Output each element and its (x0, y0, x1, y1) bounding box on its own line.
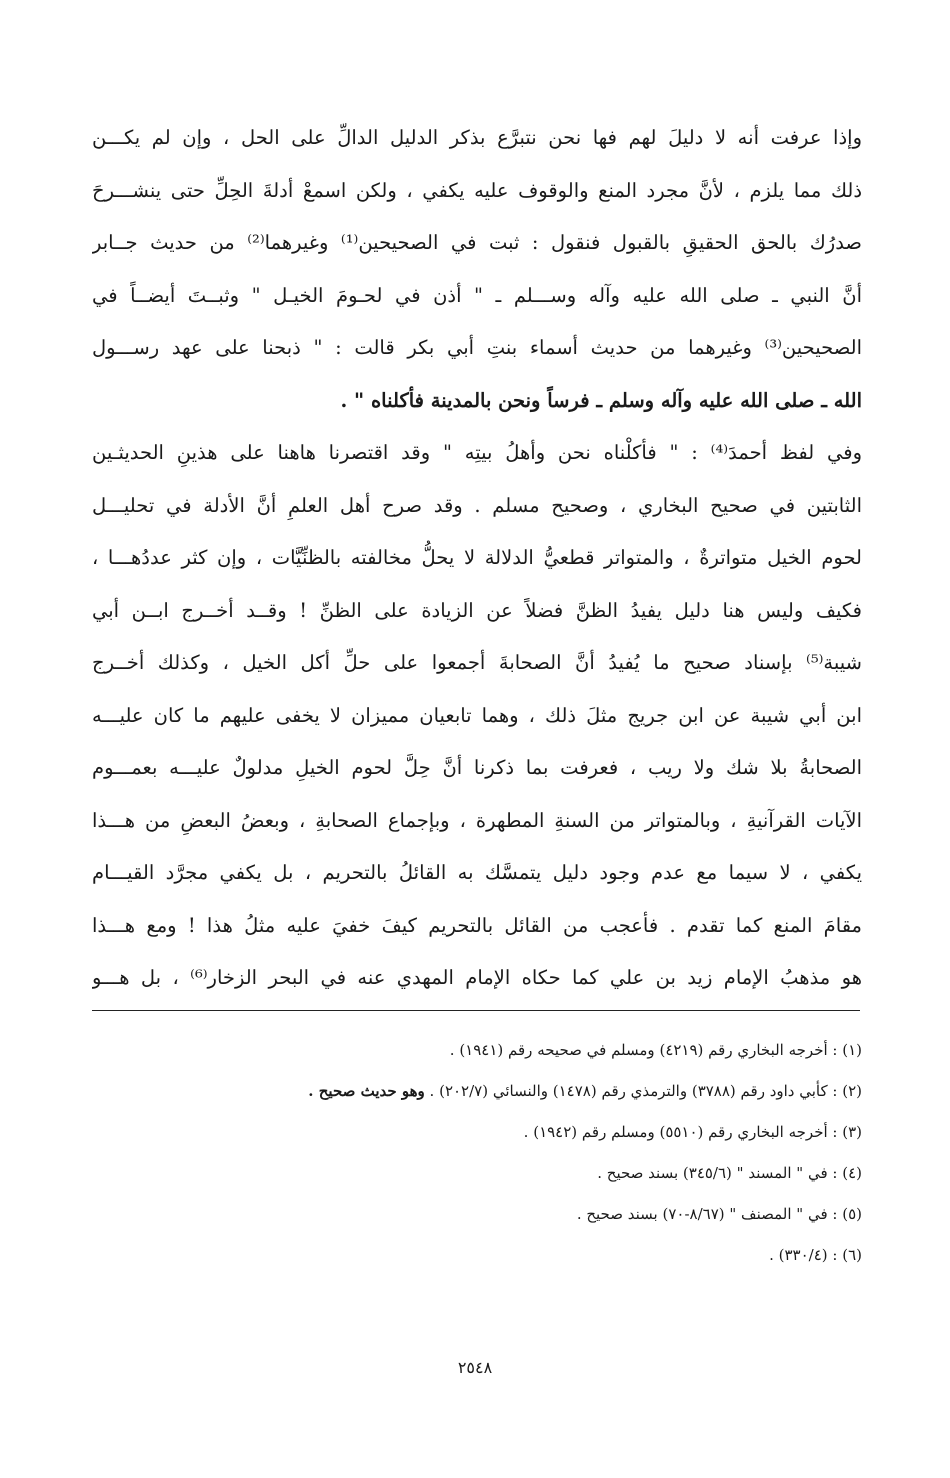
main-text (92, 112, 862, 1005)
text-line: الصحيحين⁽³⁾ وغيرهما من حديث أسماء بنتِ أبي بكر قالت : " ذبحنا على عهد رســـول (92, 336, 862, 359)
text-line-bold: الله ـ صلى الله عليه وآله وسلم ـ فرساً ونحن بالمدينة فأكلناه " . (340, 388, 862, 412)
footnote-5: (٥) : في " المصنف " (٨/٦٧-٧٠) بسند صحيح . (576, 1205, 862, 1223)
footnote-6: (٦) : (٣٣٠/٤) . (769, 1246, 862, 1264)
text-line: صدرُك بالحق الحقيقِ بالقبول فنقول : ثبت في الصحيحين⁽¹⁾ وغيرهما⁽²⁾ من حديث جــابر (92, 231, 862, 254)
paragraph-line: فكيف وليس هنا دليل يفيدُ الظنَّ فضلاً عن الزيادة على الظنِّ ! وقــد أخــرج ابــن أبي (92, 598, 862, 622)
text-line: أنَّ النبي ـ صلى الله عليه وآله وســـلم ـ " أذن في لحـومَ الخيـل " وثبــتَ أيضــاً في (92, 283, 862, 307)
text-line: ذلك مما يلزم ، لأنَّ مجرد المنع والوقوف عليه يكفي ، ولكن اسمعْ أدلةَ الحِلِّ حتى ينشـــرحَ (92, 178, 862, 202)
footnote-2 (92, 1071, 862, 1112)
paragraph-line: مقامَ المنع كما تقدم . فأعجب من القائل بالتحريم كيفَ خفيَ عليه مثلُ هذا ! ومع هـــذا (92, 913, 862, 937)
paragraph-line: لحوم الخيل متواترةٌ ، والمتواتر قطعيُّ الدلالة لا يحلُّ مخالفته بالظنِّيَّات ، وإن كثر عددُهـــا ، (92, 546, 862, 569)
footnote-3: (٣) : أخرجه البخاري رقم (٥٥١٠) ومسلم رقم (١٩٤٢) . (523, 1123, 862, 1141)
footnote-1: (١) : أخرجه البخاري رقم (٤٢١٩) ومسلم في صحيحه رقم (١٩٤١) . (449, 1041, 862, 1059)
paragraph-line: يكفي ، لا سيما مع عدم وجود دليل يتمسَّك به القائلُ بالتحريم ، بل يكفي مجرَّد القيـــام (92, 861, 862, 884)
paragraph-line: ابن أبي شيبة عن ابن جريج مثلَ ذلك ، وهما تابعيان مميزان لا يخفى عليهم ما كان عليـــه (92, 703, 862, 727)
paragraph-line: هو مذهبُ الإمام زيد بن علي كما حكاه الإمام المهدي عنه في البحر الزخار⁽⁶⁾ ، بل هـــو (92, 966, 862, 989)
paragraph-line: شيبة⁽⁵⁾ بإسناد صحيح ما يُفيدُ أنَّ الصحابةَ أجمعوا على حلِّ أكل الخيل ، وكذلك أخــرج (92, 651, 862, 674)
paragraph-line: الثابتين في صحيح البخاري ، وصحيح مسلم . وقد صرح أهل العلمِ أنَّ الأدلة في تحليـــل (92, 493, 862, 517)
footnotes (92, 1030, 862, 1276)
paragraph-line: الآيات القرآنيةِ ، وبالمتواتر من السنةِ المطهرة ، وبإجماع الصحابةِ ، وبعضُ البعضِ من هـــذا (92, 808, 862, 832)
footnote-2-bold: وهو حديث صحيح . (308, 1082, 425, 1100)
footnote-4: (٤) : في " المسند " (٣٤٥/٦) بسند صحيح . (597, 1164, 862, 1182)
text-line: وإذا عرفت أنه لا دليلَ لهم فها نحن نتبرَّع بذكر الدليل الدالِّ على الحل ، وإن لم يكـــن (92, 126, 862, 149)
paragraph-line: الصحابةُ بلا شك ولا ريب ، فعرفت بما ذكرنا أنَّ حِلَّ لحوم الخيلِ مدلولٌ عليـــه بعمـــوم (92, 756, 862, 779)
footnote-2-text: (٢) : كأبي داود رقم (٣٧٨٨) والترمذي رقم (١٤٧٨) والنسائي (٢٠٢/٧) . (424, 1082, 862, 1100)
paragraph-line: وفي لفظ أحمدَ⁽⁴⁾ : " فأكلْناه نحن وأهلُ بيتِه " وقد اقتصرنا هاهنا على هذينِ الحديثـين (92, 441, 862, 464)
footnote-divider (92, 1010, 860, 1011)
page-number: ٢٥٤٨ (457, 1358, 493, 1377)
